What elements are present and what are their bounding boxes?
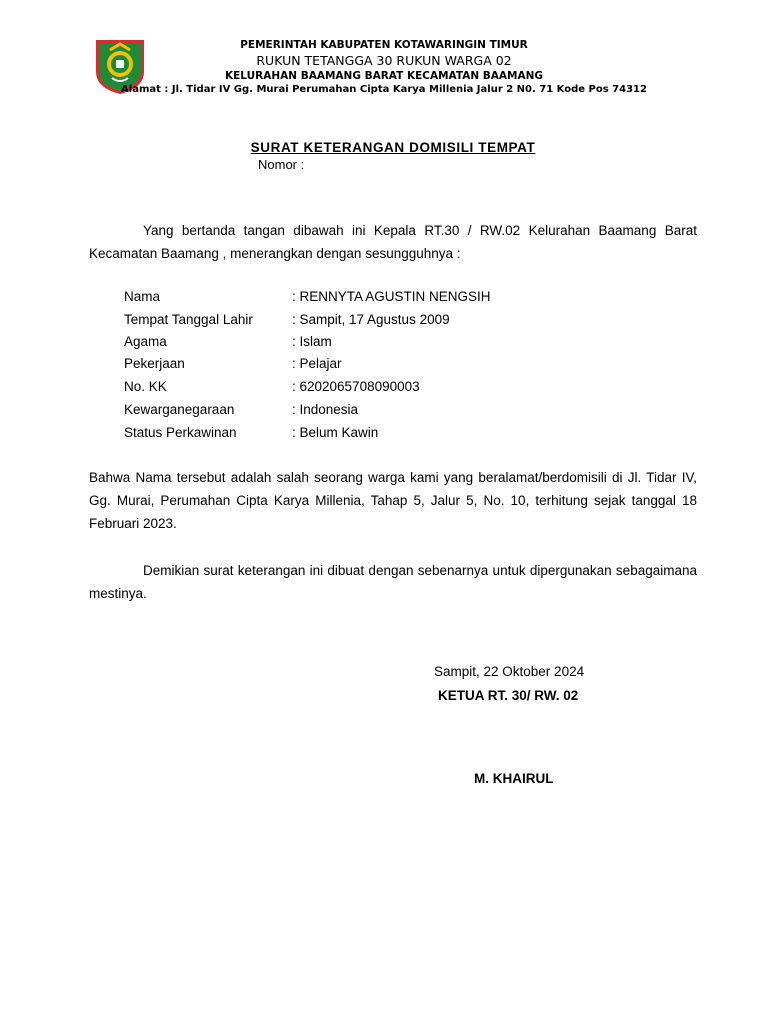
field-value: : Belum Kawin [292,425,379,440]
intro-paragraph: Yang bertanda tangan dibawah ini Kepala RT.30 / RW.02 Kelurahan Baamang Barat Kecamatan Baamang , menerangkan dengan sesungguhnya : [89,223,697,261]
signature-place-date: Sampit, 22 Oktober 2024 [434,664,585,679]
field-value: : RENNYTA AGUSTIN NENGSIH [292,289,491,304]
field-value: : Sampit, 17 Agustus 2009 [292,312,450,327]
document-title: SURAT KETERANGAN DOMISILI TEMPAT [250,140,536,155]
header-address: Alamat : Jl. Tidar IV Gg. Murai Perumahan Cipta Karya Millenia Jalur 2 N0. 71 Kode Pos 74312 [121,84,647,95]
field-label: Pekerjaan [124,356,185,371]
field-label: Agama [124,334,167,349]
field-label: Nama [124,289,161,304]
header-kelurahan: KELURAHAN BAAMANG BARAT KECAMATAN BAAMANG [224,70,543,82]
field-value: : 6202065708090003 [292,379,420,394]
signature-name: M. KHAIRUL [474,771,554,786]
statement-paragraph: Bahwa Nama tersebut adalah salah seorang warga kami yang beralamat/berdomisili di Jl. Tidar IV, Gg. Murai, Perumahan Cipta Karya Millenia, Tahap 5, Jalur 5, No. 10, terhitung sejak tanggal 18 Februari 2023. [89,470,697,531]
field-label: Status Perkawinan [124,425,237,440]
field-label: No. KK [124,379,167,394]
field-value: : Pelajar [292,356,342,371]
document-number: Nomor : [258,157,305,172]
header-government: PEMERINTAH KABUPATEN KOTAWARINGIN TIMUR [240,39,528,51]
field-label: Tempat Tanggal Lahir [124,312,253,327]
field-label: Kewarganegaraan [124,402,235,417]
header-rt-rw: RUKUN TETANGGA 30 RUKUN WARGA 02 [256,53,512,68]
field-value: : Indonesia [292,402,359,417]
closing-paragraph: Demikian surat keterangan ini dibuat dengan sebenarnya untuk dipergunakan sebagaimana mestinya. [89,563,697,601]
signature-position: KETUA RT. 30/ RW. 02 [438,688,579,703]
field-value: : Islam [292,334,332,349]
